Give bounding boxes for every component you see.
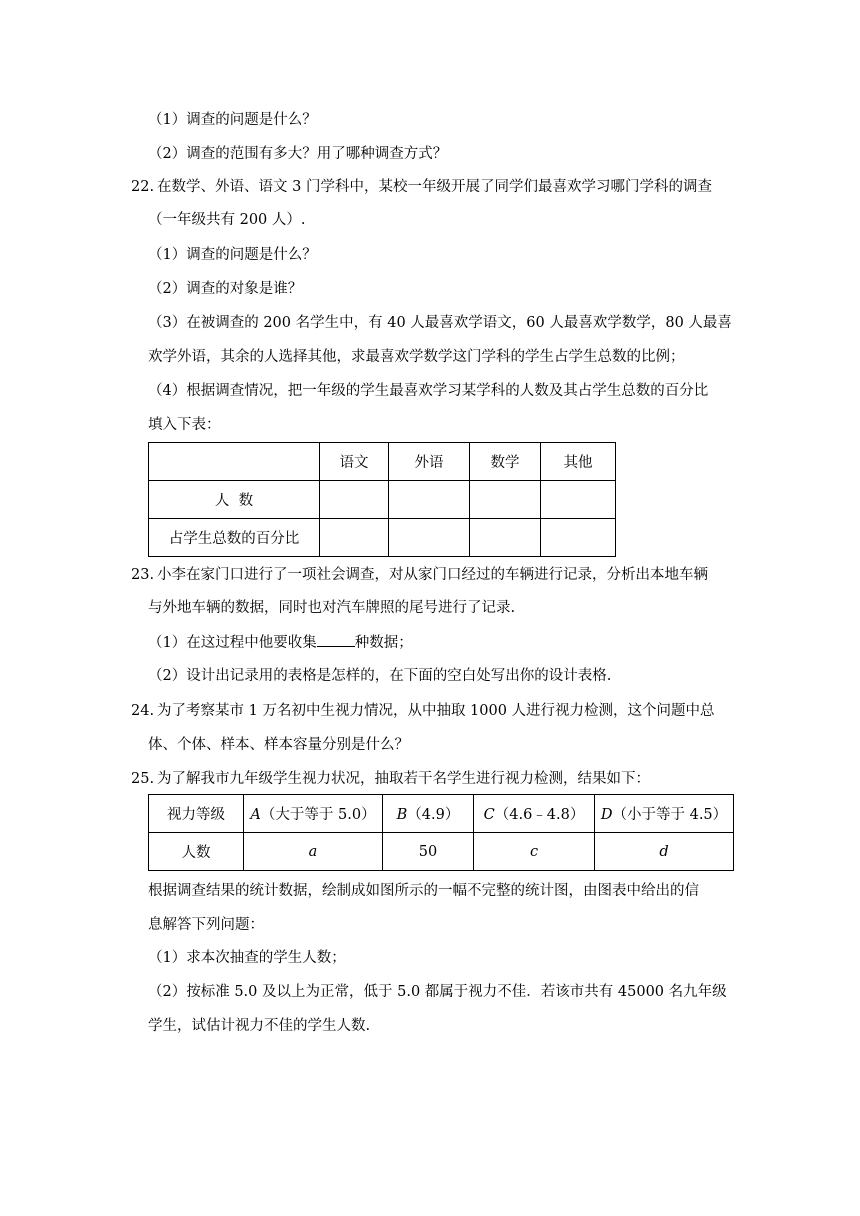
q25-table-value-a: a — [244, 833, 383, 871]
q24-line1: 为了考察某市 1 万名初中生视力情况，从中抽取 1000 人进行视力检测，这个问题中总 — [157, 703, 715, 719]
q22-sub2: （2）调查的对象是谁？ — [148, 281, 303, 297]
q23-sub2: （2）设计出记录用的表格是怎样的，在下面的空白处写出你的设计表格. — [148, 668, 612, 684]
q22-table-header-chinese: 语文 — [320, 443, 389, 481]
q25-table-value-c: c — [474, 833, 595, 871]
q25-sub2-line2: 学生，试估计视力不佳的学生人数. — [148, 1018, 371, 1034]
q23-line2: 与外地车辆的数据，同时也对汽车牌照的尾号进行了记录. — [148, 600, 516, 616]
q22-line1: 在数学、外语、语文 3 门学科中，某校一年级开展了同学们最喜欢学习哪门学科的调查 — [157, 179, 712, 195]
q25-table-label-grade: 视力等级 — [149, 795, 244, 833]
q22-number: 22. — [131, 179, 155, 195]
q22-sub4-line2: 填入下表： — [148, 417, 221, 433]
q22-sub1: （1）调查的问题是什么？ — [148, 247, 317, 263]
q23-line1: 小李在家门口进行了一项社会调查，对从家门口经过的车辆进行记录，分析出本地车辆 — [157, 567, 708, 583]
q25-after-line2: 息解答下列问题： — [148, 917, 264, 933]
q22-table-cell — [320, 519, 389, 557]
q25-table — [148, 794, 734, 871]
q23-sub1 — [148, 632, 413, 653]
q22-table-cell — [541, 519, 616, 557]
q25-table-value-b: 50 — [383, 833, 474, 871]
q24-number: 24. — [131, 703, 155, 719]
q22-table-cell — [470, 519, 541, 557]
q22-table-row-percent-label: 占学生总数的百分比 — [149, 519, 320, 557]
q24-line2: 体、个体、样本、样本容量分别是什么？ — [148, 737, 409, 753]
q25-table-header-d: D（小于等于 4.5） — [595, 795, 734, 833]
q22-table-cell — [320, 481, 389, 519]
q22-sub4-line1: （4）根据调查情况，把一年级的学生最喜欢学习某学科的人数及其占学生总数的百分比 — [148, 383, 709, 399]
q25-sub1: （1）求本次抽查的学生人数； — [148, 950, 346, 966]
q22-table-cell — [470, 481, 541, 519]
q22-table-cell — [389, 519, 470, 557]
q23-number: 23. — [131, 567, 155, 583]
q22-line2: （一年级共有 200 人）. — [148, 212, 306, 228]
q22-table-row-count-label: 人 数 — [149, 481, 320, 519]
q21-sub1: （1）调查的问题是什么？ — [148, 112, 317, 128]
q22-table-cell — [389, 481, 470, 519]
q25-table-header-c: C（4.6﹣4.8） — [474, 795, 595, 833]
answer-blank — [317, 632, 355, 647]
q22-table-header-other: 其他 — [541, 443, 616, 481]
q25-sub2-line1: （2）按标准 5.0 及以上为正常，低于 5.0 都属于视力不佳．若该市共有 45000 名九年级 — [148, 984, 727, 1000]
q23-sub1-pre: （1）在这过程中他要收集 — [148, 635, 317, 651]
q25-table-header-b: B（4.9） — [383, 795, 474, 833]
q22-table-header-math: 数学 — [470, 443, 541, 481]
q23-sub1-post: 种数据； — [354, 635, 413, 651]
q22-table-header-foreign: 外语 — [389, 443, 470, 481]
q22-table-cell — [541, 481, 616, 519]
q21-sub2: （2）调查的范围有多大？用了哪种调查方式？ — [148, 146, 448, 162]
q22-table-header-empty — [149, 443, 320, 481]
q25-number: 25. — [131, 771, 155, 787]
q25-table-header-a: A（大于等于 5.0） — [244, 795, 383, 833]
q22-table — [148, 442, 616, 557]
q25-line1: 为了解我市九年级学生视力状况，抽取若干名学生进行视力检测，结果如下： — [157, 771, 650, 787]
q25-table-value-d: d — [595, 833, 734, 871]
q25-after-line1: 根据调查结果的统计数据，绘制成如图所示的一幅不完整的统计图，由图表中给出的信 — [148, 883, 699, 899]
q22-sub3-line1: （3）在被调查的 200 名学生中，有 40 人最喜欢学语文，60 人最喜欢学数学，80 人最喜 — [148, 315, 732, 331]
q25-table-label-count: 人数 — [149, 833, 244, 871]
q22-sub3-line2: 欢学外语，其余的人选择其他，求最喜欢学数学这门学科的学生占学生总数的比例； — [148, 349, 685, 365]
